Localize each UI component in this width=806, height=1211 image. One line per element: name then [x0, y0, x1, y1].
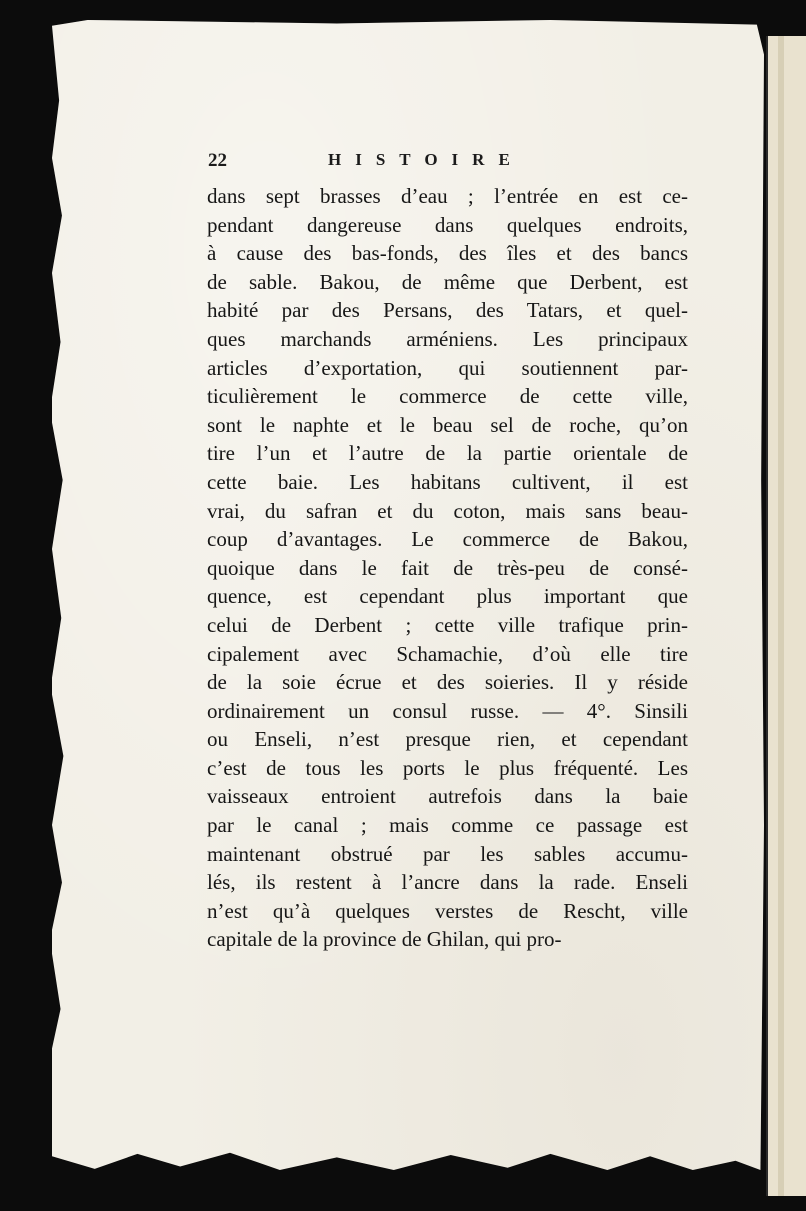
text-line: capitale de la province de Ghilan, qui pro- — [207, 927, 562, 952]
text-line: pendant dangereuse dans quelques endroits, — [207, 212, 688, 237]
text-line: ques marchands arméniens. Les principaux — [207, 326, 688, 351]
text-line: de sable. Bakou, de même que Derbent, est — [207, 269, 688, 294]
adjacent-page-strip — [778, 36, 784, 1196]
text-line: quoique dans le fait de très-peu de consé- — [207, 555, 688, 580]
running-title: HISTOIRE — [328, 150, 524, 169]
page-number: 22 — [208, 150, 227, 171]
text-line: articles d’exportation, qui soutiennent par- — [207, 355, 688, 380]
text-line: vrai, du safran et du coton, mais sans beau- — [207, 498, 688, 523]
text-line: quence, est cependant plus important que — [207, 584, 688, 609]
text-line: dans sept brasses d’eau ; l’entrée en est ce- — [207, 184, 688, 208]
text-line: cette baie. Les habitans cultivent, il est — [207, 469, 688, 494]
text-line: sont le naphte et le beau sel de roche, qu’on — [207, 412, 688, 437]
text-line: tire l’un et l’autre de la partie orientale de — [207, 441, 688, 466]
text-line: habité par des Persans, des Tatars, et quel- — [207, 298, 688, 323]
text-line: ordinairement un consul russe. — 4°. Sinsili — [207, 698, 688, 723]
text-line: c’est de tous les ports le plus fréquenté. Les — [207, 755, 688, 780]
text-line: ticulièrement le commerce de cette ville, — [207, 384, 688, 409]
body-text — [207, 182, 688, 954]
text-line: lés, ils restent à l’ancre dans la rade. Enseli — [207, 870, 688, 895]
text-line: de la soie écrue et des soieries. Il y réside — [207, 670, 688, 695]
page-header — [208, 150, 528, 180]
text-line: ou Enseli, n’est presque rien, et cependant — [207, 727, 688, 752]
adjacent-page-edge — [766, 36, 806, 1196]
text-line: à cause des bas-fonds, des îles et des bancs — [207, 241, 688, 266]
text-line: celui de Derbent ; cette ville trafique prin- — [207, 612, 688, 637]
text-line: vaisseaux entroient autrefois dans la baie — [207, 784, 688, 809]
text-line: par le canal ; mais comme ce passage est — [207, 813, 688, 838]
text-line: coup d’avantages. Le commerce de Bakou, — [207, 527, 688, 552]
text-line: cipalement avec Schamachie, d’où elle tire — [207, 641, 688, 666]
text-line: n’est qu’à quelques verstes de Rescht, ville — [207, 898, 688, 923]
text-line: maintenant obstrué par les sables accumu- — [207, 841, 688, 866]
